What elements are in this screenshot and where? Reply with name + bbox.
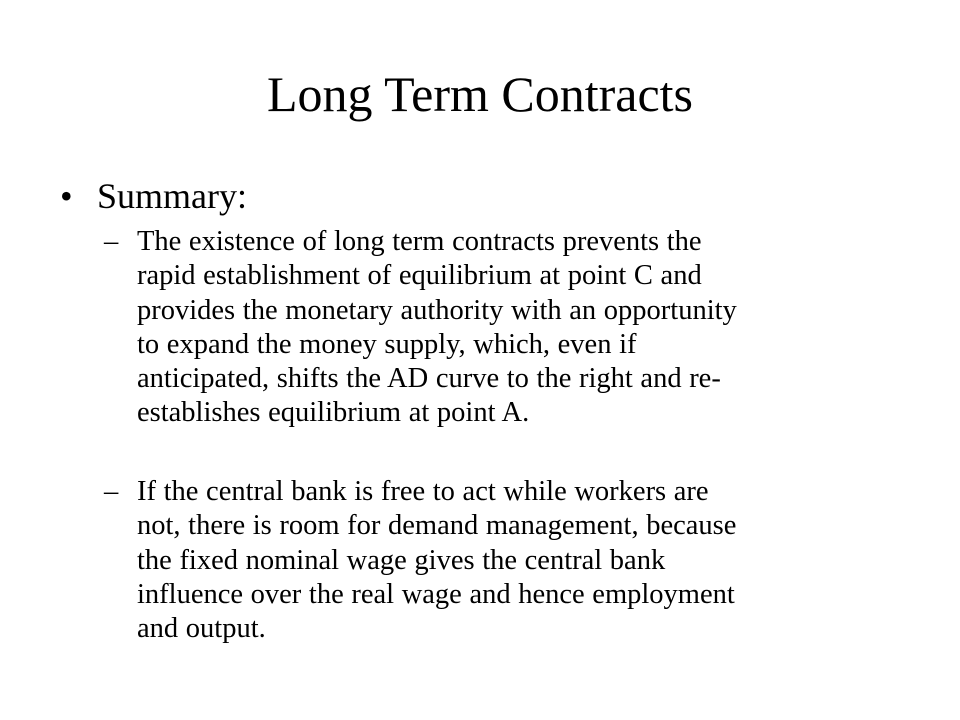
sub-item-text: If the central bank is free to act while workers are not, there is room for demand management, because the fixed nominal wage gives the central bank influence over the real wage and hence employment and output. [137,476,737,645]
sub-item-text: The existence of long term contracts prevents the rapid establishment of equilibrium at point C and provides the monetary authority with an opportunity to expand the money supply, which, even if anticipated, shifts the AD curve to the right and re- establishes equilibrium at point A. [137,226,737,429]
sub-item-marker: – [104,476,119,507]
slide-title: Long Term Contracts [266,66,694,122]
sub-item-marker: – [104,226,119,257]
bullet-text: Summary: [97,176,247,216]
bullet-marker: • [60,176,73,216]
